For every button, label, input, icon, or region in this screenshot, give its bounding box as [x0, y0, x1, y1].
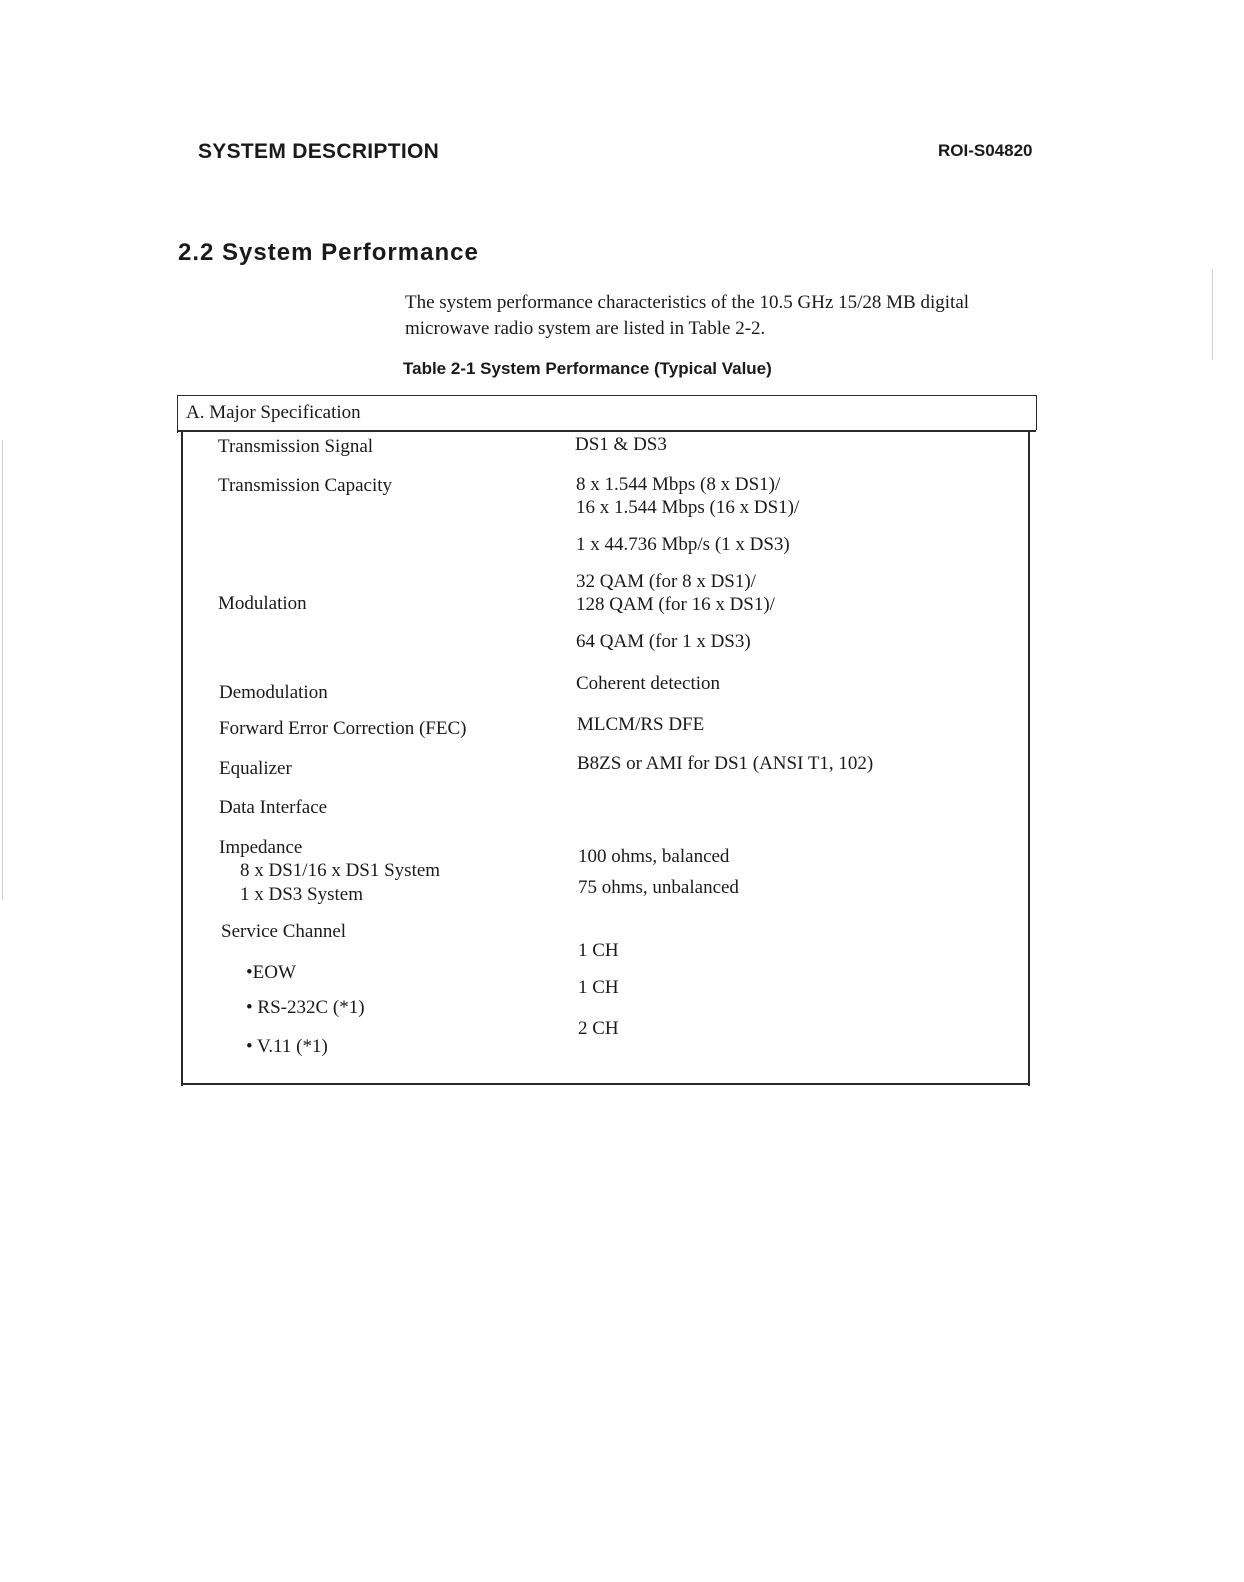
header-divider [178, 430, 1036, 432]
label-equalizer: Equalizer [219, 758, 292, 779]
label-fec: Forward Error Correction (FEC) [219, 718, 467, 739]
value-sc-rs232c: 1 CH [578, 977, 619, 998]
label-demodulation: Demodulation [219, 682, 328, 703]
value-impedance-1: 100 ohms, balanced [578, 846, 730, 867]
intro-line-1: The system performance characteristics of the 10.5 GHz 15/28 MB digital [405, 292, 970, 313]
value-transmission-signal: DS1 & DS3 [575, 434, 667, 455]
label-sc-eow: •EOW [246, 962, 296, 983]
running-header-section: SYSTEM DESCRIPTION [198, 140, 440, 163]
value-modulation-1: 32 QAM (for 8 x DS1)/ [576, 571, 756, 592]
body-box-right [1028, 430, 1030, 1086]
value-modulation-3: 64 QAM (for 1 x DS3) [576, 631, 751, 652]
value-demodulation: Coherent detection [576, 673, 721, 694]
value-impedance-2: 75 ohms, unbalanced [578, 877, 739, 898]
value-sc-v11: 2 CH [578, 1018, 619, 1039]
label-sc-v11: • V.11 (*1) [246, 1036, 328, 1057]
body-box-left [181, 432, 183, 1086]
value-sc-eow: 1 CH [578, 940, 619, 961]
intro-line-2: microwave radio system are listed in Table 2-2. [405, 318, 766, 339]
label-sc-rs232c: • RS-232C (*1) [246, 997, 365, 1018]
label-transmission-capacity: Transmission Capacity [218, 475, 392, 496]
label-transmission-signal: Transmission Signal [218, 436, 374, 457]
label-impedance: Impedance [219, 837, 303, 858]
value-capacity-1: 8 x 1.544 Mbps (8 x DS1)/ [576, 474, 781, 495]
value-modulation-2: 128 QAM (for 16 x DS1)/ [576, 594, 775, 615]
group-header: A. Major Specification [186, 402, 361, 423]
document-code: ROI-S04820 [938, 141, 1033, 160]
label-impedance-ds3: 1 x DS3 System [240, 884, 363, 905]
value-fec: MLCM/RS DFE [577, 714, 705, 735]
scan-edge-left [2, 440, 3, 900]
label-impedance-ds1: 8 x DS1/16 x DS1 System [240, 860, 441, 881]
header-box-right [1036, 395, 1037, 430]
table-caption: Table 2-1 System Performance (Typical Value) [403, 359, 772, 378]
header-box-left [177, 395, 178, 433]
label-data-interface: Data Interface [219, 797, 328, 818]
value-capacity-3: 1 x 44.736 Mbp/s (1 x DS3) [576, 534, 790, 555]
label-service-channel: Service Channel [221, 921, 347, 942]
section-title: 2.2 System Performance [178, 239, 479, 266]
value-equalizer: B8ZS or AMI for DS1 (ANSI T1, 102) [577, 753, 874, 774]
header-box-top [177, 395, 1037, 396]
label-modulation: Modulation [218, 593, 307, 614]
value-capacity-2: 16 x 1.544 Mbps (16 x DS1)/ [576, 497, 800, 518]
scan-edge-right [1212, 270, 1213, 360]
body-box-bottom [181, 1083, 1030, 1085]
